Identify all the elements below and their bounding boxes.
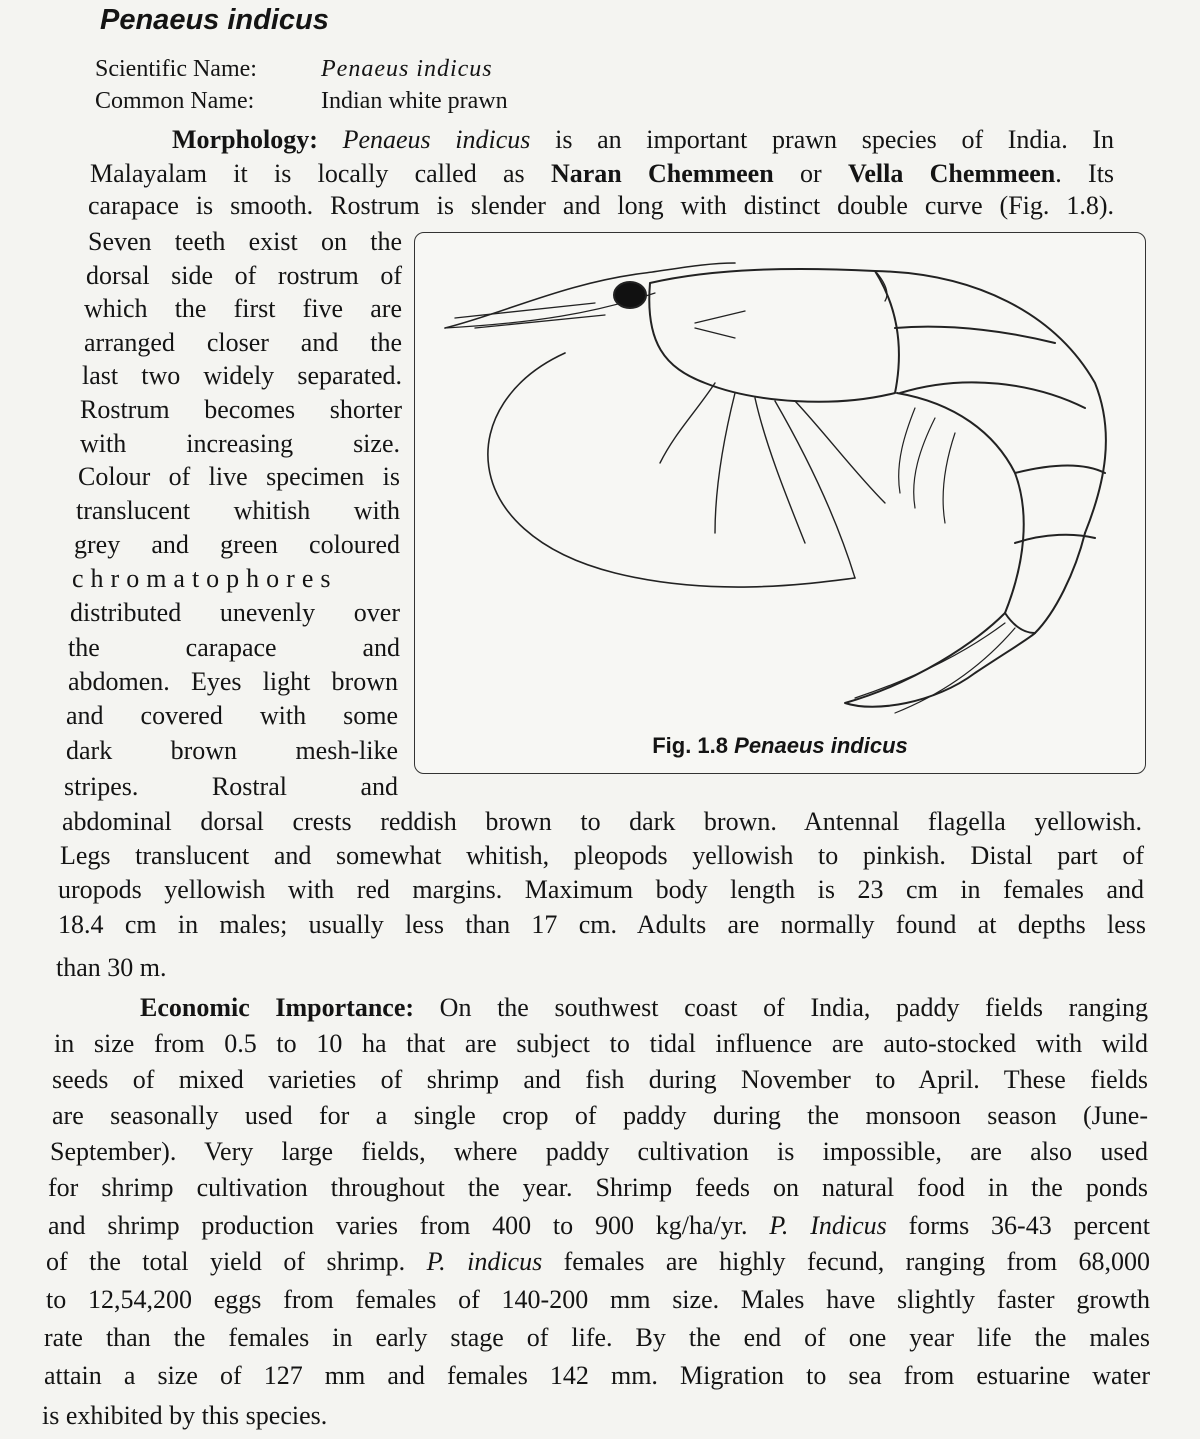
species-heading: Penaeus indicus (100, 4, 329, 36)
morphology-label: Morphology: (172, 125, 318, 154)
morphology-full-line: than 30 m. (56, 953, 167, 982)
wrapped-line: abdomen. Eyes light brown (68, 667, 398, 696)
economic-line-1: Economic Importance: On the southwest coast of India, paddy fields ranging (140, 993, 1148, 1022)
morphology-line-2: Malayalam it is locally called as Naran Chemmeen or Vella Chemmeen. Its (90, 159, 1115, 188)
antenna-curve (488, 353, 855, 587)
wrapped-line: stripes. Rostral and (64, 772, 398, 801)
economic-label: Economic Importance: (140, 993, 415, 1022)
economic-line: attain a size of 127 mm and females 142 mm. Migration to sea from estuarine water (44, 1361, 1150, 1390)
scientific-name-value: Penaeus indicus (321, 56, 493, 82)
morphology-line-1: Morphology: Penaeus indicus is an important prawn species of India. In (172, 125, 1115, 154)
leg (775, 401, 855, 578)
economic-line: in size from 0.5 to 10 ha that are subject to tidal influence are auto-stocked with wild (54, 1029, 1148, 1058)
wrapped-line: Rostrum becomes shorter (80, 395, 402, 424)
scientific-name-label: Scientific Name: (95, 56, 257, 82)
wrapped-line: dark brown mesh-like (66, 736, 398, 765)
economic-line: are seasonally used for a single crop of paddy during the monsoon season (June- (52, 1101, 1148, 1130)
leg (795, 401, 885, 503)
common-name-label: Common Name: (95, 88, 255, 114)
economic-line: and shrimp production varies from 400 to 900 kg/ha/yr. P. Indicus forms 36-43 percent (48, 1211, 1151, 1240)
economic-line: September). Very large fields, where paddy cultivation is impossible, are also used (50, 1137, 1148, 1166)
wrapped-line: dorsal side of rostrum of (86, 261, 402, 290)
economic-line: is exhibited by this species. (42, 1401, 328, 1430)
wrapped-line: grey and green coloured (74, 530, 400, 559)
abdomen-ventral (897, 393, 1024, 613)
eye (614, 282, 646, 308)
economic-line: rate than the females in early stage of life. By the end of one year life the males (44, 1323, 1150, 1352)
figure-box (414, 232, 1146, 774)
wrapped-line: with increasing size. (80, 429, 400, 458)
wrapped-line: Seven teeth exist on the (88, 227, 402, 256)
wrapped-line: distributed unevenly over (70, 598, 400, 627)
prawn-illustration (415, 233, 1145, 773)
wrapped-line: last two widely separated. (82, 361, 402, 390)
local-name-naran: Naran Chemmeen (550, 159, 774, 188)
rostrum (445, 263, 735, 328)
figure-caption-species: Penaeus indicus (734, 733, 908, 758)
leg (660, 383, 715, 463)
wrapped-line: Colour of live specimen is (78, 462, 400, 491)
common-name-value: Indian white prawn (321, 88, 508, 114)
scientific-name-row (95, 56, 493, 83)
morphology-full-line: uropods yellowish with red margins. Maximum body length is 23 cm in females and (58, 875, 1144, 904)
wrapped-line: and covered with some (66, 701, 398, 730)
carapace (649, 269, 899, 402)
wrapped-line: translucent whitish with (76, 496, 400, 525)
figure-caption (415, 733, 1145, 759)
economic-line: for shrimp cultivation throughout the year. Shrimp feeds on natural food in the ponds (48, 1173, 1148, 1202)
morphology-species: Penaeus indicus (342, 125, 531, 154)
economic-line: to 12,54,200 eggs from females of 140-200 mm size. Males have slightly faster growth (46, 1285, 1150, 1314)
leg (715, 393, 735, 533)
wrapped-line: the carapace and (68, 633, 400, 662)
morphology-full-line: abdominal dorsal crests reddish brown to dark brown. Antennal flagella yellowish. (62, 807, 1142, 836)
tail-fan (845, 613, 1035, 707)
economic-line: of the total yield of shrimp. P. indicus females are highly fecund, ranging from 68,000 (46, 1247, 1150, 1276)
pleopods (899, 408, 955, 523)
local-name-vella: Vella Chemmeen (847, 159, 1056, 188)
wrapped-line: chromatophores (72, 564, 338, 593)
common-name-row (95, 88, 508, 115)
wrapped-line: arranged closer and the (84, 328, 402, 357)
leg (755, 398, 805, 543)
wrapped-line: which the first five are (84, 294, 402, 323)
morphology-full-line: 18.4 cm in males; usually less than 17 cm. Adults are normally found at depths less (58, 910, 1146, 939)
morphology-full-line: Legs translucent and somewhat whitish, pleopods yellowish to pinkish. Distal part of (60, 841, 1144, 870)
morphology-line-3: carapace is smooth. Rostrum is slender and long with distinct double curve (Fig. 1.8). (88, 191, 1114, 220)
figure-caption-number: Fig. 1.8 (652, 733, 729, 758)
economic-line: seeds of mixed varieties of shrimp and fish during November to April. These fields (52, 1065, 1148, 1094)
